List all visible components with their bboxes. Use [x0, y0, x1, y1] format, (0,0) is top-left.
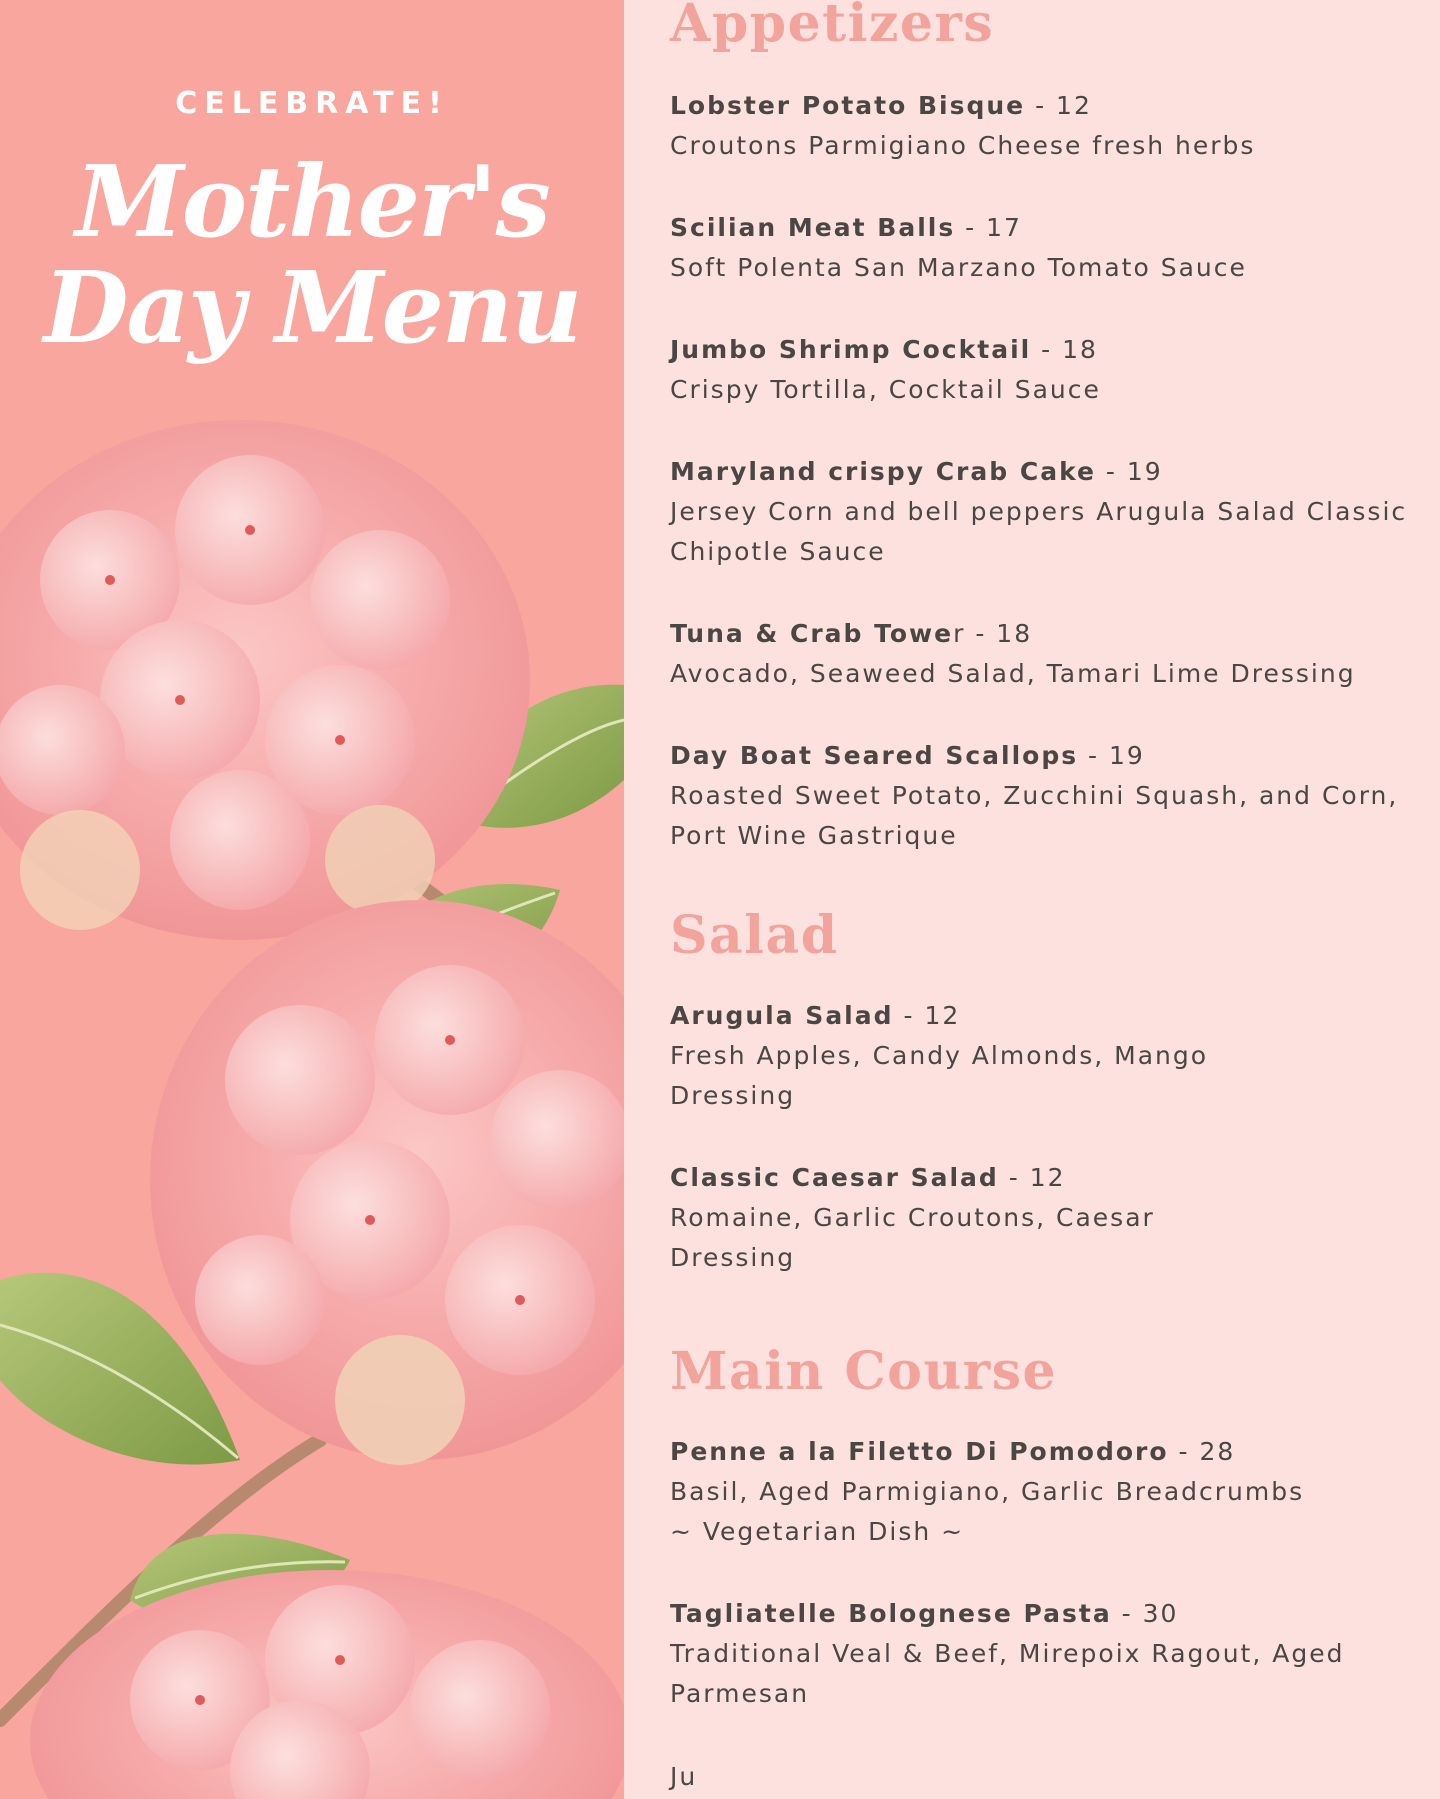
menu-item: [670, 996, 1410, 1116]
menu-item: [670, 1158, 1410, 1278]
item-name: Tagliatelle Bolognese Pasta: [670, 1599, 1112, 1628]
section-title: Main Course: [670, 1341, 1058, 1402]
hydrangea-illustration: [0, 420, 624, 1799]
section-appetizers: [670, 0, 1410, 54]
section-title: Salad: [670, 905, 839, 966]
menu-title: [0, 145, 624, 366]
item-price: - 12: [1025, 91, 1092, 120]
section-main-course: [670, 1342, 1410, 1402]
item-price: - 19: [1078, 741, 1145, 770]
item-name: Day Boat Seared Scallops: [670, 741, 1079, 770]
menu-title-line2: Day Menu: [43, 251, 581, 366]
menu-panel: [624, 0, 1440, 1799]
item-name: Arugula Salad: [670, 1001, 894, 1030]
hydrangea-bloom: [0, 420, 530, 940]
section-salad: [670, 906, 1410, 966]
item-desc: Basil, Aged Parmigiano, Garlic Breadcrumbs: [670, 1477, 1305, 1506]
item-price: - 17: [955, 213, 1022, 242]
section-title: Appetizers: [670, 0, 995, 54]
menu-item: [670, 736, 1410, 856]
item-name: Tuna & Crab Towe: [670, 619, 954, 648]
menu-item: [670, 1594, 1410, 1714]
item-desc: Romaine, Garlic Croutons, Caesar: [670, 1203, 1155, 1232]
item-desc: Port Wine Gastrique: [670, 821, 958, 850]
item-price: r - 18: [953, 619, 1033, 648]
item-desc: Roasted Sweet Potato, Zucchini Squash, and Corn,: [670, 781, 1399, 810]
item-name: Jumbo Shrimp Cocktail: [670, 335, 1032, 364]
menu-item: [670, 86, 1410, 166]
item-price: - 12: [998, 1163, 1066, 1192]
item-desc: ~ Vegetarian Dish ~: [670, 1517, 965, 1546]
item-price: - 30: [1111, 1599, 1179, 1628]
item-price: - 28: [1168, 1437, 1236, 1466]
item-desc: Crispy Tortilla, Cocktail Sauce: [670, 375, 1101, 404]
item-desc: Dressing: [670, 1243, 796, 1272]
item-price: - 12: [893, 1001, 961, 1030]
item-desc: Jersey Corn and bell peppers Arugula Salad Classic: [670, 497, 1408, 526]
left-panel: [0, 0, 624, 1799]
menu-item: [670, 614, 1410, 694]
item-name: Scilian Meat Balls: [670, 213, 956, 242]
hydrangea-bloom: [150, 900, 624, 1465]
menu-title-line1: Mother's: [75, 145, 549, 260]
item-desc: Soft Polenta San Marzano Tomato Sauce: [670, 253, 1247, 282]
item-desc: Croutons Parmigiano Cheese fresh herbs: [670, 131, 1256, 160]
item-price: - 18: [1031, 335, 1098, 364]
item-name: Classic Caesar Salad: [670, 1163, 999, 1192]
menu-item: [670, 208, 1410, 288]
item-desc: Chipotle Sauce: [670, 537, 886, 566]
item-desc: Parmesan: [670, 1679, 810, 1708]
menu-item: [670, 1432, 1410, 1552]
item-desc: Traditional Veal & Beef, Mirepoix Ragout, Aged: [670, 1639, 1345, 1668]
menu-item: [670, 452, 1410, 572]
item-desc: Avocado, Seaweed Salad, Tamari Lime Dressing: [670, 659, 1356, 688]
item-name: Penne a la Filetto Di Pomodoro: [670, 1437, 1169, 1466]
item-desc: Dressing: [670, 1081, 796, 1110]
item-name: Lobster Potato Bisque: [670, 91, 1026, 120]
item-name: Maryland crispy Crab Cake: [670, 457, 1096, 486]
item-price: - 19: [1095, 457, 1163, 486]
trailing-text: Ju: [670, 1762, 698, 1791]
item-desc: Fresh Apples, Candy Almonds, Mango: [670, 1041, 1209, 1070]
menu-item: [670, 330, 1410, 410]
celebrate-kicker: CELEBRATE!: [175, 86, 449, 121]
